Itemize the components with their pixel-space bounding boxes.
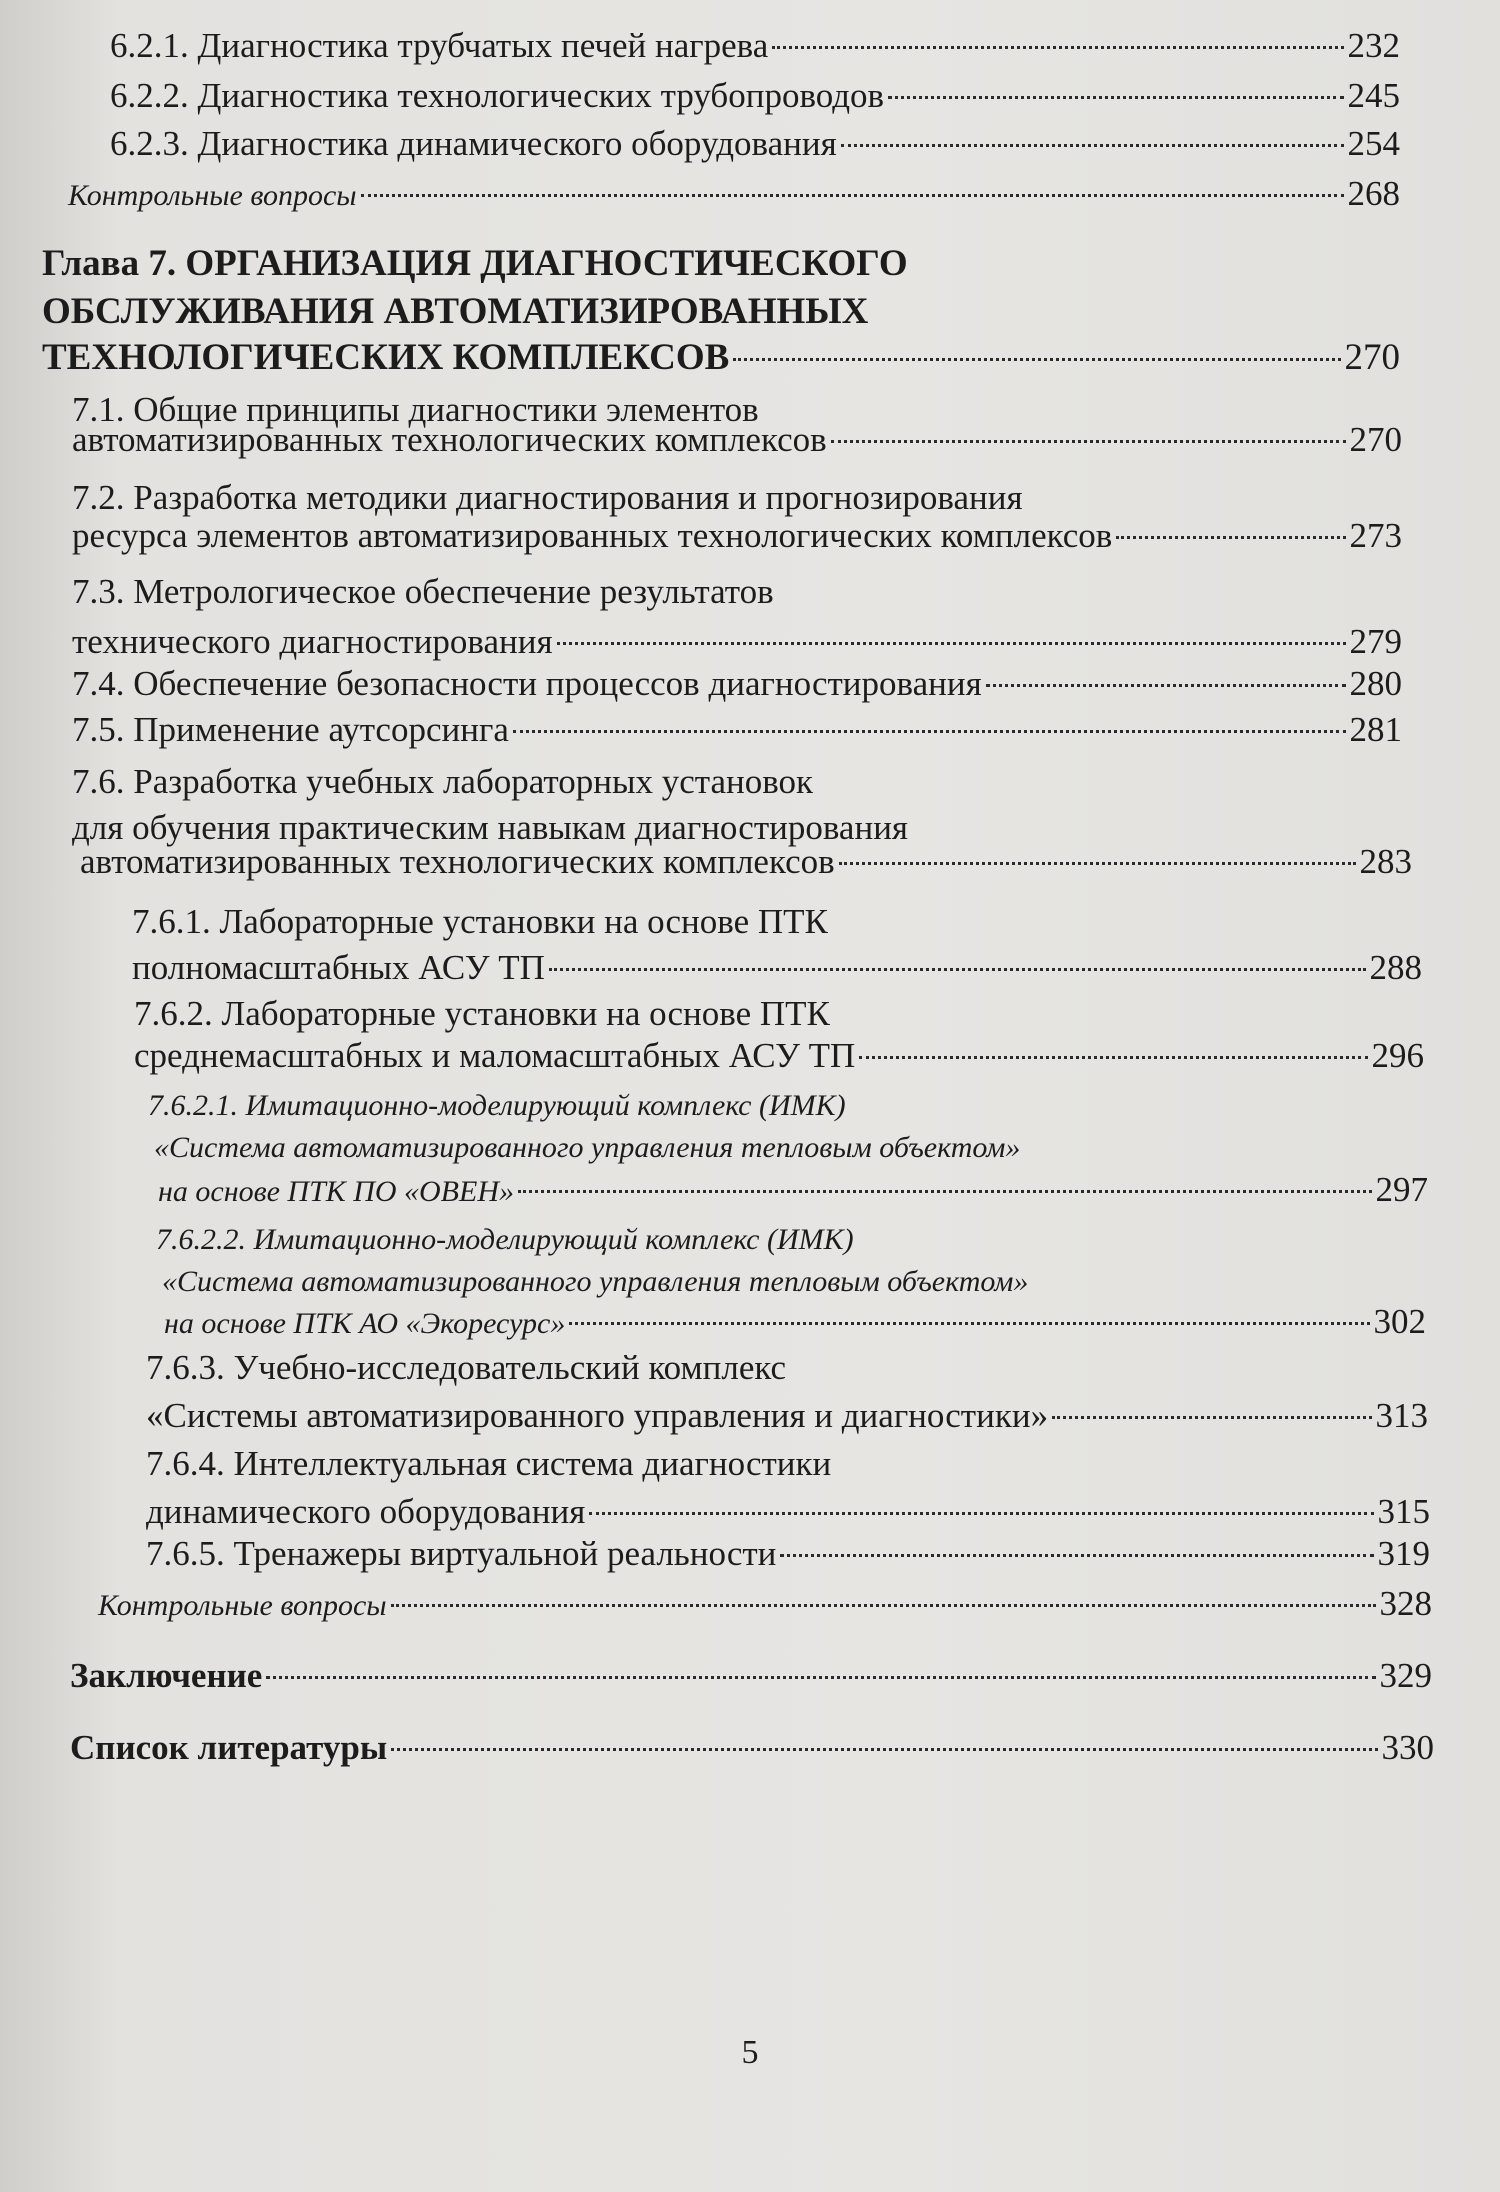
toc-entry-references [70,1728,1434,1768]
toc-entry-title: 7.5. Применение аутсорсинга [72,710,509,749]
chapter-7-heading-line-2: ОБСЛУЖИВАНИЯ АВТОМАТИЗИРОВАННЫХ [42,291,869,332]
toc-entry-7-6-2-1-line-2: «Система автоматизированного управления тепловым объектом» [154,1131,1021,1164]
dot-leader [841,144,1344,147]
toc-entry-7-6-4-line-1: 7.6.4. Интеллектуальная система диагностики [146,1444,832,1483]
toc-entry-title: технического диагностирования [72,622,553,661]
toc-page-number: 315 [1377,1492,1430,1531]
toc-page-number: 288 [1369,948,1422,987]
toc-entry-title: Контрольные вопросы [68,179,357,212]
toc-entry-title: 7.6.5. Тренажеры виртуальной реальности [146,1534,777,1573]
toc-entry-title: на основе ПТК АО «Экоресурс» [164,1307,566,1340]
toc-page-number: 328 [1379,1584,1432,1623]
toc-entry-7-6-5 [146,1534,1430,1574]
toc-entry-title: 6.2.2. Диагностика технологических трубопроводов [110,76,885,115]
toc-page-number: 232 [1347,26,1400,65]
toc-entry-7-6-4 [146,1492,1430,1532]
dot-leader [589,1512,1373,1515]
toc-entry-6-2-1 [110,26,1400,66]
dot-leader [859,1056,1367,1059]
dot-leader [888,96,1343,99]
toc-entry-7-3 [72,622,1402,662]
dot-leader [266,1676,1375,1679]
toc-page-number: 268 [1347,174,1400,213]
dot-leader [839,862,1356,865]
toc-entry-title: автоматизированных технологических комплексов [80,842,835,881]
toc-entry-title: Список литературы [70,1728,388,1767]
dot-leader [557,642,1346,645]
page-number: 5 [741,2034,759,2071]
toc-page-number: 245 [1347,76,1400,115]
toc-entry-7-6-line-2: для обучения практическим навыкам диагностирования [72,808,909,847]
toc-page-number: 302 [1373,1302,1426,1341]
toc-entry-title: 6.2.3. Диагностика динамического оборудования [110,124,837,163]
dot-leader [1052,1416,1371,1419]
toc-page-number: 270 [1349,420,1402,459]
toc-page-number: 283 [1359,842,1412,881]
toc-entry-title: ТЕХНОЛОГИЧЕСКИХ КОМПЛЕКСОВ [42,337,730,378]
toc-entry-7-4 [72,664,1402,704]
toc-entry-7-6-2-line-1: 7.6.2. Лабораторные установки на основе ПТК [134,994,830,1033]
toc-entry-7-6 [80,842,1412,882]
toc-entry-7-6-2 [134,1036,1424,1076]
toc-page-number: 270 [1344,337,1400,378]
toc-entry-title: ресурса элементов автоматизированных технологических комплексов [72,516,1113,555]
dot-leader [733,358,1340,361]
toc-entry-7-2 [72,516,1402,556]
toc-page-number: 279 [1349,622,1402,661]
toc-entry-title: «Системы автоматизированного управления и диагностики» [146,1396,1049,1435]
dot-leader [391,1748,1377,1751]
toc-entry-7-6-2-2-line-1: 7.6.2.2. Имитационно-моделирующий комплекс (ИМК) [156,1223,854,1256]
toc-entry-7-6-3-line-1: 7.6.3. Учебно-исследовательский комплекс [146,1348,787,1387]
toc-page-number: 273 [1349,516,1402,555]
toc-entry-7-6-1-line-1: 7.6.1. Лабораторные установки на основе ПТК [132,902,828,941]
toc-entry-title: среднемасштабных и маломасштабных АСУ ТП [134,1036,856,1075]
toc-entry-7-3-line-1: 7.3. Метрологическое обеспечение результатов [72,572,774,611]
dot-leader [780,1554,1373,1557]
toc-entry-review-questions-6 [68,176,1400,214]
toc-entry-title: 6.2.1. Диагностика трубчатых печей нагрева [110,26,769,65]
toc-entry-7-6-2-2-line-2: «Система автоматизированного управления тепловым объектом» [162,1265,1029,1298]
toc-entry-7-6-3 [146,1396,1428,1436]
toc-page-number: 280 [1349,664,1402,703]
toc-page-number: 319 [1377,1534,1430,1573]
toc-page-number: 330 [1381,1728,1434,1767]
toc-entry-7-1-line-1: 7.1. Общие принципы диагностики элементов [72,390,759,429]
toc-entry-6-2-2 [110,76,1400,116]
toc-entry-title: автоматизированных технологических комплексов [72,420,827,459]
toc-page-number: 281 [1349,710,1402,749]
dot-leader [831,440,1346,443]
toc-entry-7-6-2-1 [158,1172,1428,1210]
toc-page-number: 254 [1347,124,1400,163]
toc-entry-title: 7.4. Обеспечение безопасности процессов диагностирования [72,664,982,703]
dot-leader [772,46,1343,49]
dot-leader [518,1190,1371,1193]
dot-leader [513,730,1346,733]
toc-page-number: 296 [1371,1036,1424,1075]
dot-leader [986,684,1346,687]
toc-page-number: 297 [1375,1170,1428,1209]
toc-page-number: 329 [1379,1656,1432,1695]
toc-entry-7-1 [72,420,1402,460]
toc-entry-7-6-2-1-line-1: 7.6.2.1. Имитационно-моделирующий комплекс (ИМК) [148,1089,846,1122]
toc-entry-title: Контрольные вопросы [98,1589,387,1622]
toc-entry-7-6-line-1: 7.6. Разработка учебных лабораторных установок [72,762,814,801]
toc-entry-title: Заключение [70,1656,263,1695]
toc-entry-review-questions-7 [98,1586,1432,1624]
toc-entry-chapter-7 [42,338,1400,378]
toc-entry-7-5 [72,710,1402,750]
dot-leader [549,968,1366,971]
dot-leader [569,1322,1369,1325]
toc-entry-7-6-2-2 [164,1304,1426,1342]
dot-leader [1116,536,1345,539]
dot-leader [391,1604,1376,1607]
toc-entry-title: динамического оборудования [146,1492,586,1531]
toc-entry-7-2-line-1: 7.2. Разработка методики диагностирования и прогнозирования [72,478,1023,517]
toc-entry-6-2-3 [110,124,1400,164]
toc-entry-conclusion [70,1656,1432,1696]
toc-entry-title: полномасштабных АСУ ТП [132,948,545,987]
chapter-7-heading-line-1: Глава 7. ОРГАНИЗАЦИЯ ДИАГНОСТИЧЕСКОГО [42,243,908,284]
toc-entry-7-6-1 [132,948,1422,988]
toc-page-number: 313 [1375,1396,1428,1435]
dot-leader [361,194,1344,197]
toc-entry-title: на основе ПТК ПО «ОВЕН» [158,1175,515,1208]
